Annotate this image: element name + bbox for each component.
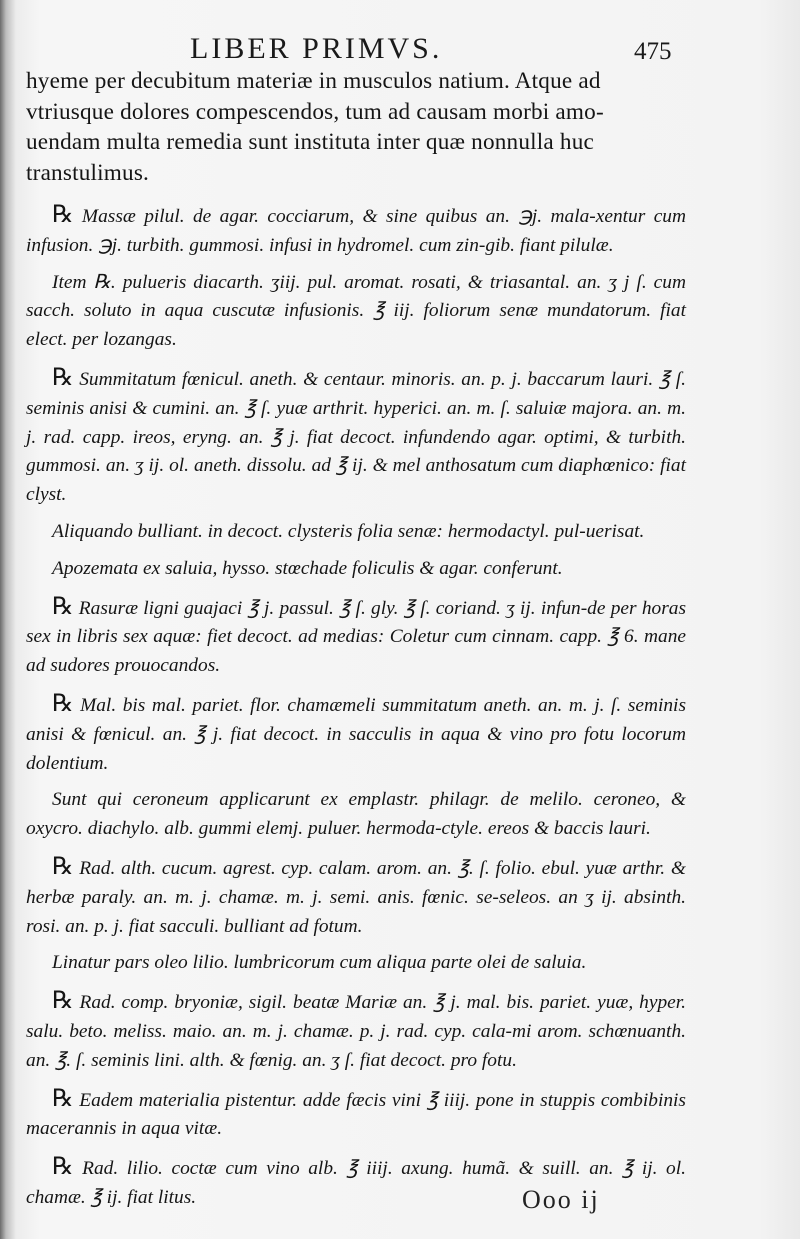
intro-line: uendam multa remedia sunt instituta inter quæ nonnulla huc xyxy=(26,129,594,155)
recipe-text: Linatur pars oleo lilio. lumbricorum cum aliqua parte olei de saluia. xyxy=(52,952,587,974)
intro-line: vtriusque dolores compescendos, tum ad causam morbi amo- xyxy=(26,98,604,125)
recipe-text: Item ℞. pulueris diacarth. ʒiij. pul. aromat. rosati, & triasantal. an. ʒ j ſ. cum sacch. soluto in aqua cuscutæ infusionis. ℥ iij. foliorum senæ mundatorum. fiat elect. per lozangas. xyxy=(26,271,686,351)
recipe-symbol-icon: ℞ xyxy=(52,1083,74,1112)
recipe-text: Rad. comp. bryoniæ, sigil. beatæ Mariæ an. ℥ j. mal. bis. pariet. yuæ, hyper. salu. beto. meliss. maio. an. m. j. chamæ. p. j. rad. cyp. cala-mi arom. schœnuanth. an. ℥. ſ. seminis lini. alth. & fœnig. an. ʒ ſ. fiat decoct. pro fotu. xyxy=(26,992,686,1071)
recipe-entry xyxy=(26,852,686,941)
recipe-entry xyxy=(26,518,686,547)
recipe-entry xyxy=(26,363,686,510)
recipe-text: Summitatum fœnicul. aneth. & centaur. minoris. an. p. j. baccarum lauri. ℥ ſ. seminis anisi & cumini. an. ℥ ſ. yuæ arthrit. hyperici. an. m. ſ. saluiæ majora. an. m. j. rad. capp. ireos, eryng. an. ℥ j. fiat decoct. infundendo agar. optimi, & turbith. gummosi. an. ʒ ij. ol. aneth. dissolu. ad ℥ ij. & mel anthosatum cum diaphœnico: fiat clyst. xyxy=(26,368,686,506)
recipe-entry xyxy=(26,1084,686,1145)
recipe-list xyxy=(26,200,686,1213)
signature-mark: Ooo ij xyxy=(522,1185,600,1214)
recipe-text: Rad. alth. cucum. agrest. cyp. calam. arom. an. ℥. ſ. folio. ebul. yuæ arthr. & herbæ paraly. an. m. j. chamæ. m. j. semi. anis. fœnic. se-seleos. an ʒ ij. absinth. rosi. an. p. j. fiat sacculi. bulliant ad fotum. xyxy=(26,857,686,937)
recipe-text: Sunt qui ceroneum applicarunt ex emplastr. philagr. de melilo. ceroneo, & oxycro. diachylo. alb. gummi elemj. puluer. hermoda-ctyle. ereos & baccis lauri. xyxy=(26,789,686,840)
recipe-symbol-icon: ℞ xyxy=(52,1152,74,1181)
recipe-symbol-icon: ℞ xyxy=(52,986,74,1015)
recipe-text: Mal. bis mal. pariet. flor. chamæmeli summitatum aneth. an. m. j. ſ. seminis anisi & fœnicul. an. ℥ j. fiat decoct. in sacculis in aqua & vino pro fotu locorum dolentium. xyxy=(26,694,686,774)
recipe-text: Rad. lilio. coctæ cum vino alb. ℥ iiij. axung. humã. & suill. an. ℥ ij. ol. chamæ. ℥ ij. fiat litus. xyxy=(26,1158,686,1208)
recipe-symbol-icon: ℞ xyxy=(52,591,74,620)
recipe-entry xyxy=(26,269,686,355)
recipe-entry xyxy=(26,200,686,261)
recipe-text: Aliquando bulliant. in decoct. clysteris folia senæ: hermodactyl. pul-uerisat. xyxy=(52,520,645,542)
recipe-text: Massæ pilul. de agar. cocciarum, & sine quibus an. ℈j. mala-xentur cum infusion. ℈j. turbith. gummosi. infusi in hydromel. cum zin-gib. fiant pilulæ. xyxy=(26,206,686,256)
page-header xyxy=(0,30,800,70)
recipe-text: Apozemata ex saluia, hysso. stœchade foliculis & agar. conferunt. xyxy=(52,557,563,579)
page-number: 475 xyxy=(634,38,672,65)
recipe-symbol-icon: ℞ xyxy=(52,688,74,717)
intro-line: hyeme per decubitum materiæ in musculos natium. Atque ad xyxy=(26,68,601,94)
recipe-entry xyxy=(26,689,686,778)
recipe-symbol-icon: ℞ xyxy=(52,200,74,228)
recipe-entry xyxy=(26,986,686,1075)
running-head: LIBER PRIMVS. xyxy=(190,32,443,65)
recipe-entry xyxy=(26,949,686,978)
recipe-symbol-icon: ℞ xyxy=(52,362,74,391)
intro-paragraph xyxy=(26,66,686,188)
body-text xyxy=(26,66,686,1221)
recipe-symbol-icon: ℞ xyxy=(52,851,74,880)
recipe-entry xyxy=(26,592,686,681)
recipe-text: Eadem materialia pistentur. adde fæcis vini ℥ iiij. pone in stuppis combibinis macerannis in aqua vitæ. xyxy=(26,1089,686,1140)
recipe-text: Rasuræ ligni guajaci ℥ j. passul. ℥ ſ. gly. ℥ ſ. coriand. ʒ ij. infun-de per horas sex in libris sex aquæ: fiet decoct. ad medias: Coletur cum cinnam. capp. ℥ 6. mane ad sudores prouocandos. xyxy=(26,597,686,677)
intro-line: transtulimus. xyxy=(26,159,150,186)
recipe-entry xyxy=(26,786,686,844)
recipe-entry xyxy=(26,555,686,584)
